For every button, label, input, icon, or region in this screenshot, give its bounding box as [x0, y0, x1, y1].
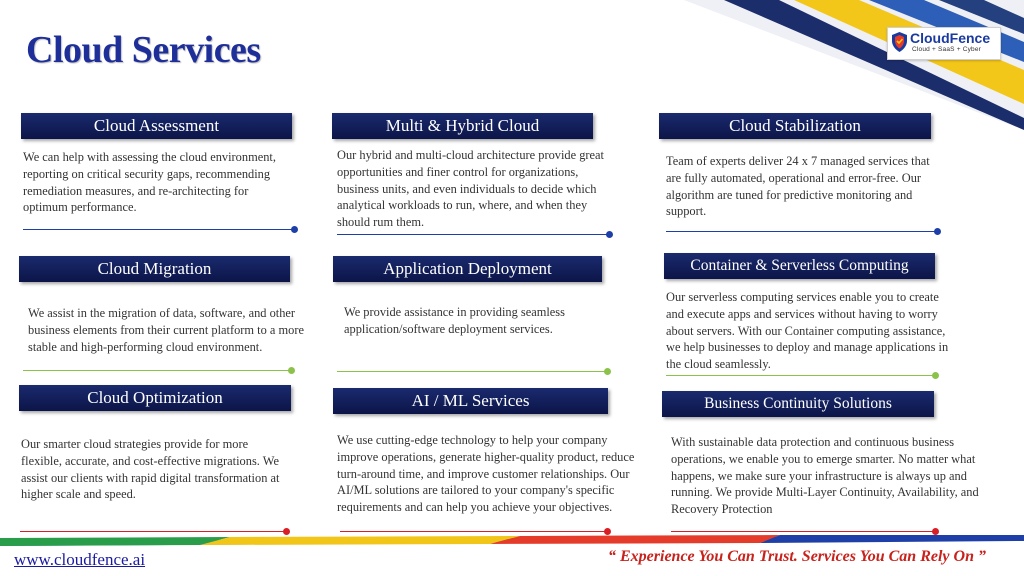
desc-ai-ml-services: We use cutting-edge technology to help your company improve operations, generate higher-quality product, reduce turn-around time, and improve customer relationships. Our AI/ML solutions are tailored to your company's specific requirements and can help you achieve your objectives. — [337, 433, 635, 515]
header-cloud-stabilization: Cloud Stabilization — [659, 113, 931, 139]
separator-dot — [283, 528, 290, 535]
separator-line — [337, 371, 609, 372]
separator-line — [23, 370, 291, 371]
desc-cloud-migration: We assist in the migration of data, software, and other business elements from their current platform to a more stable and high-performing cloud environment. — [28, 306, 304, 354]
desc-cloud-assessment: We can help with assessing the cloud environment, reporting on critical security gaps, recommending remediation measures, and re-architecting for optimum performance. — [23, 150, 276, 215]
header-business-continuity: Business Continuity Solutions — [662, 391, 934, 417]
separator-dot — [606, 231, 613, 238]
separator-dot — [288, 367, 295, 374]
desc-container-serverless: Our serverless computing services enable you to create and execute apps and services without having to worry about servers. With our Container computing assistance, we help businesses to deploy and manage applications in the cloud seamlessly. — [666, 290, 949, 372]
desc-cloud-stabilization: Team of experts deliver 24 x 7 managed services that are fully automated, operational and error-free. Our algorithm are tuned for predictive monitoring and support. — [666, 154, 930, 219]
header-application-deployment: Application Deployment — [333, 256, 602, 282]
page-title: Cloud Services — [26, 29, 261, 71]
header-cloud-migration: Cloud Migration — [19, 256, 290, 282]
desc-business-continuity: With sustainable data protection and continuous business operations, we enable you to emerge smarter. No matter what happens, we make sure your infrastructure is always up and running. We provide Multi-Layer Continuity, Availability, and Recovery Protection — [671, 435, 979, 517]
separator-line — [666, 231, 938, 232]
separator-line — [666, 375, 936, 376]
separator-dot — [932, 372, 939, 379]
header-ai-ml-services: AI / ML Services — [333, 388, 608, 414]
separator-line — [20, 531, 287, 532]
footer-slogan: “ Experience You Can Trust. Services You Can Rely On ” — [608, 548, 986, 565]
separator-dot — [604, 528, 611, 535]
bottom-stripe — [0, 535, 1024, 549]
corner-decoration — [684, 0, 1024, 130]
logo-name: CloudFence — [910, 30, 991, 46]
logo-tagline: Cloud + SaaS + Cyber — [912, 46, 982, 53]
separator-line — [337, 234, 611, 235]
desc-application-deployment: We provide assistance in providing seamless application/software deployment services. — [344, 305, 565, 336]
header-cloud-optimization: Cloud Optimization — [19, 385, 291, 411]
separator-dot — [934, 228, 941, 235]
separator-dot — [291, 226, 298, 233]
header-cloud-assessment: Cloud Assessment — [21, 113, 292, 139]
header-multi-hybrid-cloud: Multi & Hybrid Cloud — [332, 113, 593, 139]
separator-dot — [932, 528, 939, 535]
desc-cloud-optimization: Our smarter cloud strategies provide for more flexible, accurate, and cost-effective migrations. We assist our clients with rapid digital transformation at higher scale and speed. — [21, 437, 280, 502]
footer-website-link[interactable]: www.cloudfence.ai — [14, 550, 146, 569]
separator-line — [340, 531, 607, 532]
separator-dot — [604, 368, 611, 375]
shield-icon — [892, 32, 907, 52]
separator-line — [23, 229, 295, 230]
separator-line — [671, 531, 935, 532]
header-container-serverless: Container & Serverless Computing — [664, 253, 935, 279]
company-logo[interactable] — [887, 27, 1001, 60]
desc-multi-hybrid-cloud: Our hybrid and multi-cloud architecture provide great opportunities and finer control for organizations, business units, and even individuals to decide which analytical workloads to run, where, and when they should rum them. — [337, 148, 604, 230]
